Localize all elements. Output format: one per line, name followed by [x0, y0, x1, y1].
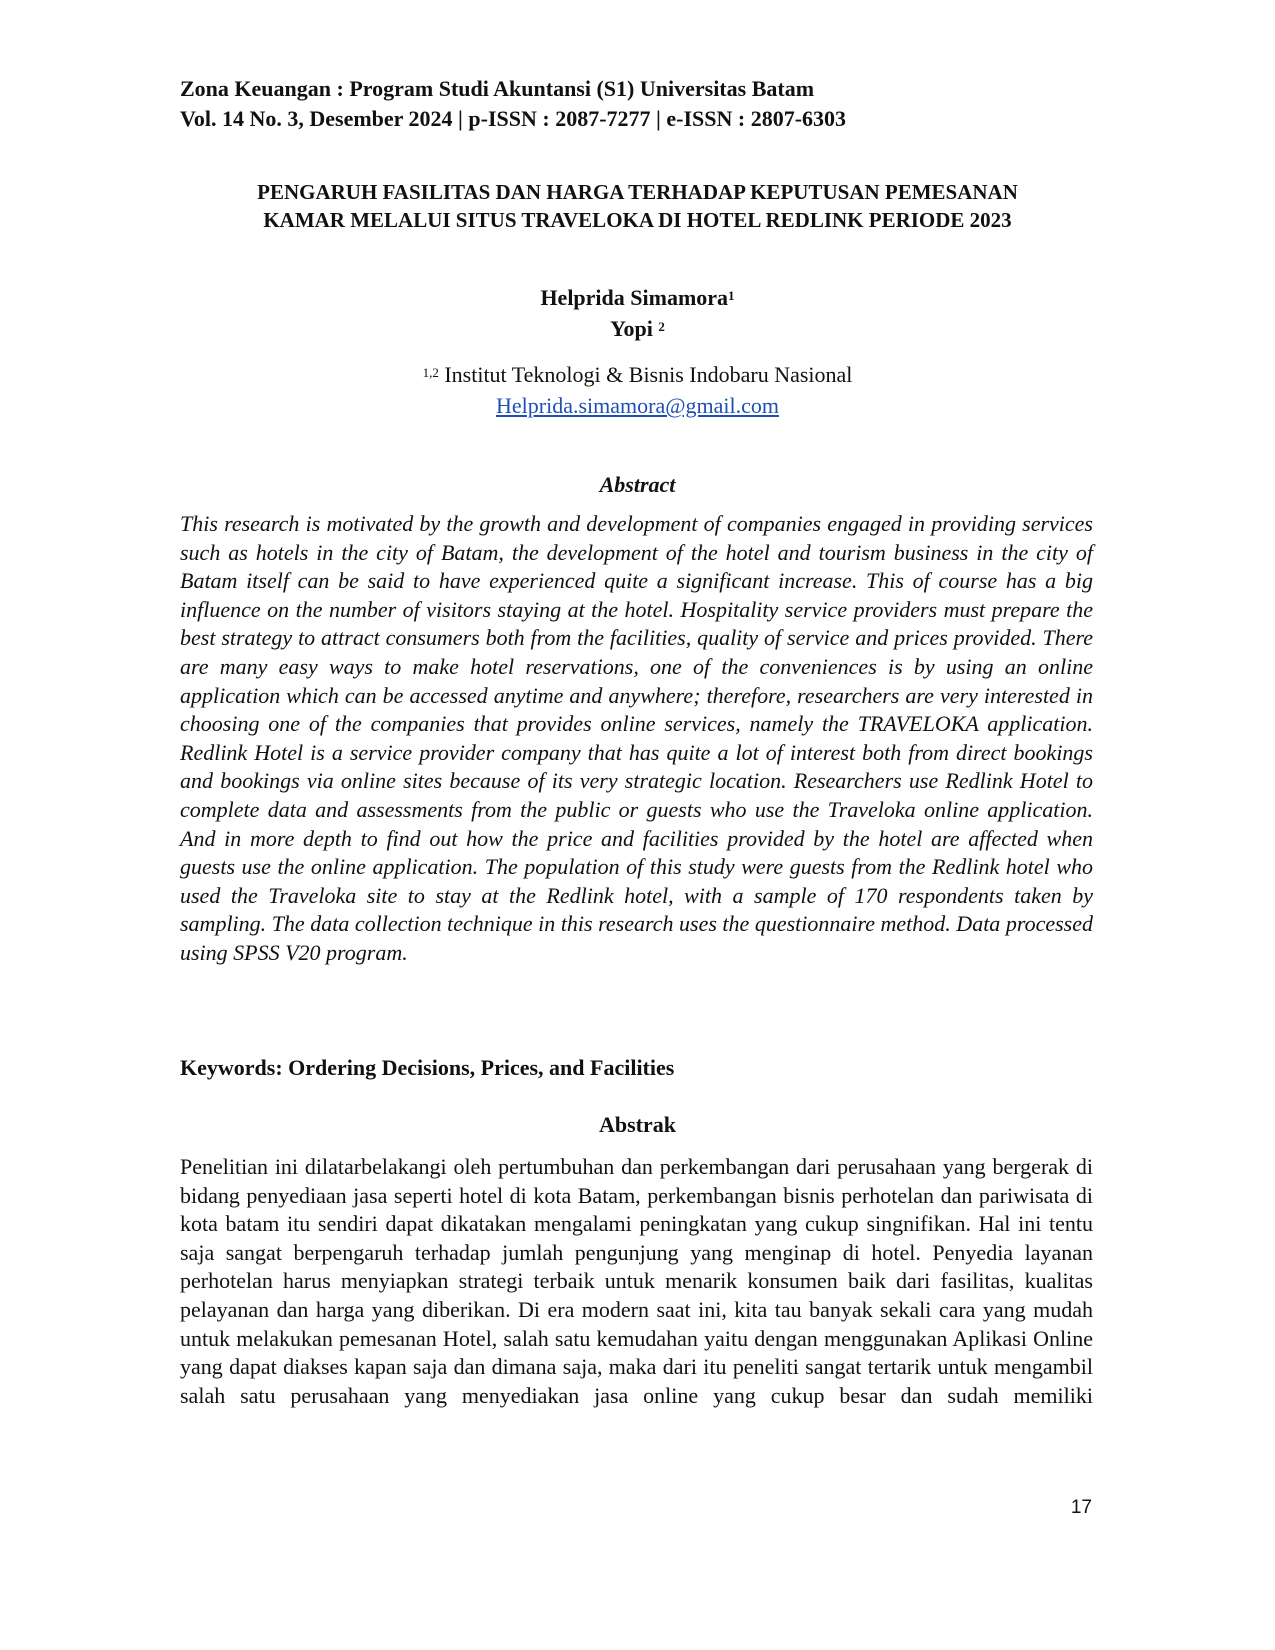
affiliation-institution: Institut Teknologi & Bisnis Indobaru Nasional: [438, 362, 853, 387]
author-affiliation-mark: 2: [658, 319, 665, 334]
author-1: [0, 282, 1275, 313]
abstract-text: This research is motivated by the growth and development of companies engaged in providing services such as hotels in the city of Batam, the development of the hotel and tourism business in the city of Batam itself can be said to have experienced quite a significant increase. This of course has a big influence on the number of visitors staying at the hotel. Hospitality service providers must prepare the best strategy to attract consumers both from the facilities, quality of service and prices provided. There are many easy ways to make hotel reservations, one of the conveniences is by using an online application which can be accessed anytime and anywhere; therefore, researchers are very interested in choosing one of the companies that provides online services, namely the TRAVELOKA application. Redlink Hotel is a service provider company that has quite a lot of interest both from direct bookings and bookings via online sites because of its very strategic location. Researchers use Redlink Hotel to complete data and assessments from the public or guests who use the Traveloka online application. And in more depth to find out how the price and facilities provided by the hotel are affected when guests use the online application. The population of this study were guests from the Redlink hotel who used the Traveloka site to stay at the Redlink hotel, with a sample of 170 respondents taken by sampling. The data collection technique in this research uses the questionnaire method. Data processed using SPSS V20 program.: [180, 511, 1093, 965]
author-name: Yopi: [610, 316, 659, 341]
keywords: Keywords: Ordering Decisions, Prices, and Facilities: [180, 1055, 675, 1080]
journal-volume-issn: Vol. 14 No. 3, Desember 2024 | p-ISSN : 2087-7277 | e-ISSN : 2807-6303: [180, 106, 847, 131]
paper-title-line-2: KAMAR MELALUI SITUS TRAVELOKA DI HOTEL REDLINK PERIODE 2023: [263, 208, 1012, 232]
author-email-link[interactable]: Helprida.simamora@gmail.com: [496, 393, 779, 418]
page-number: 17: [1070, 1497, 1092, 1518]
abstrak-text: Penelitian ini dilatarbelakangi oleh pertumbuhan dan perkembangan dari perusahaan yang bergerak di bidang penyediaan jasa seperti hotel di kota Batam, perkembangan bisnis perhotelan dan pariwisata di kota batam itu sendiri dapat dikatakan mengalami peningkatan yang cukup singnifikan. Hal ini tentu saja sangat berpengaruh terhadap jumlah pengunjung yang menginap di hotel. Penyedia layanan perhotelan harus menyiapkan strategi terbaik untuk menarik konsumen baik dari fasilitas, kualitas pelayanan dan harga yang diberikan. Di era modern saat ini, kita tau banyak sekali cara yang mudah untuk melakukan pemesanan Hotel, salah satu kemudahan yaitu dengan menggunakan Aplikasi Online yang dapat diakses kapan saja dan dimana saja, maka dari itu peneliti sangat tertarik untuk mengambil salah satu perusahaan yang menyediakan jasa online yang cukup besar dan sudah memiliki: [180, 1154, 1093, 1408]
author-name: Helprida Simamora: [540, 285, 729, 310]
paper-title: [170, 178, 1105, 234]
journal-header: [180, 74, 1080, 134]
author-list: [0, 282, 1275, 344]
author-2: [0, 313, 1275, 344]
author-affiliation-mark: 1: [728, 288, 735, 303]
journal-name: Zona Keuangan : Program Studi Akuntansi (S1) Universitas Batam: [180, 76, 815, 101]
paper-title-line-1: PENGARUH FASILITAS DAN HARGA TERHADAP KEPUTUSAN PEMESANAN: [257, 180, 1018, 204]
affiliation-block: [0, 359, 1275, 421]
abstrak-heading: Abstrak: [598, 1112, 676, 1137]
abstract-heading: Abstract: [599, 472, 676, 497]
affiliation-mark: 1,2: [422, 365, 439, 380]
affiliation: [0, 359, 1275, 390]
